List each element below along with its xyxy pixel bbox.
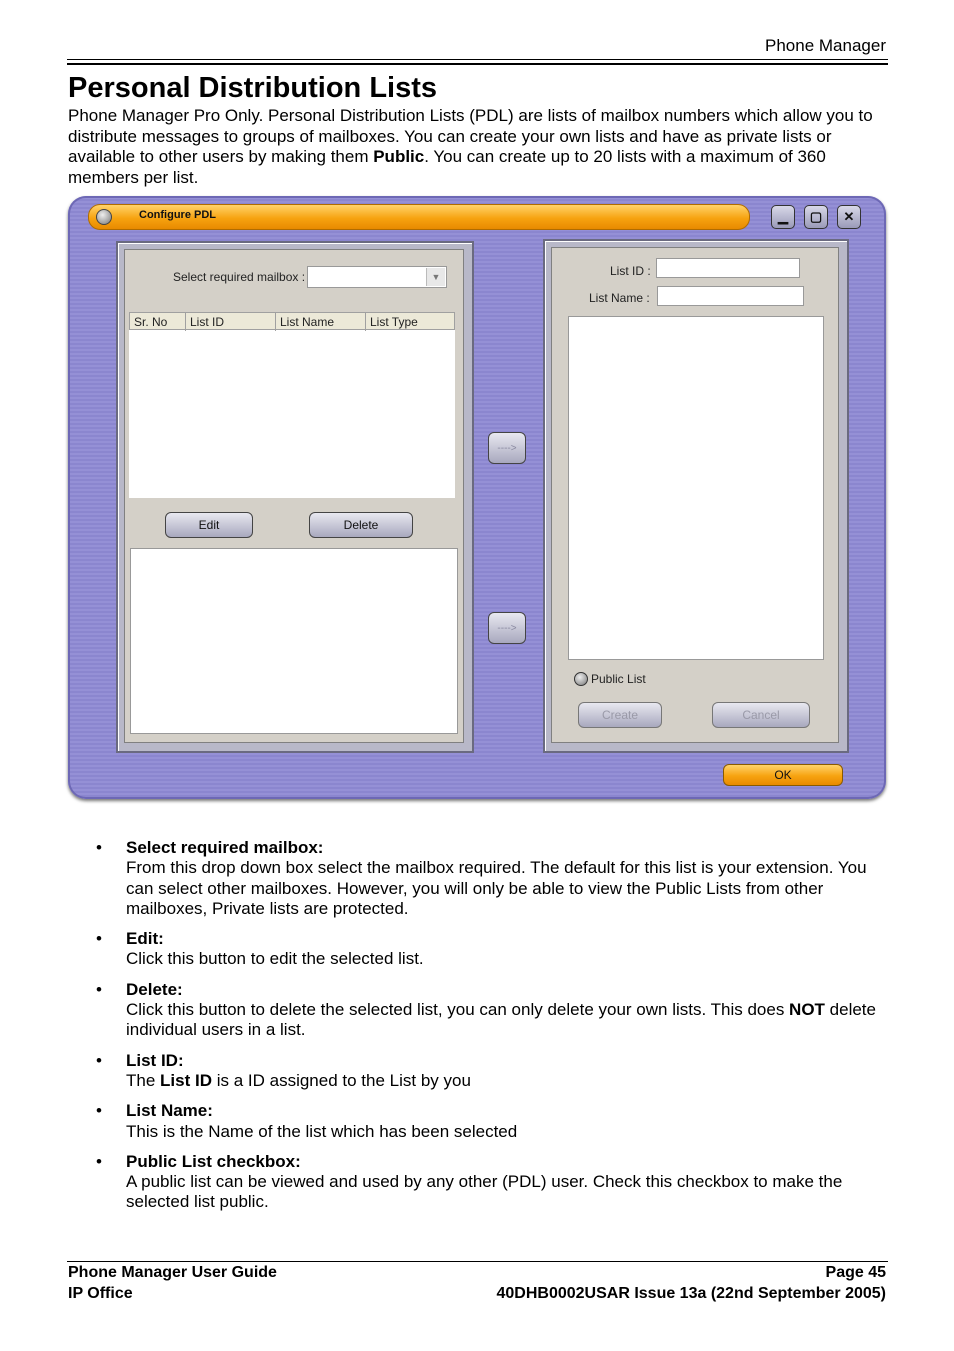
bullet-icon: • — [96, 1151, 102, 1171]
list-details-panel — [543, 239, 849, 753]
bullet-icon: • — [96, 929, 102, 949]
running-header: Phone Manager — [765, 36, 886, 55]
footer-page-number: Page 45 — [825, 1264, 886, 1281]
list-item: • Edit: Click this button to edit the selected list. — [96, 929, 424, 969]
members-list[interactable] — [130, 548, 458, 734]
public-list-label: Public List — [591, 672, 646, 686]
edit-button[interactable]: Edit — [165, 512, 253, 538]
ok-button[interactable]: OK — [723, 764, 843, 786]
lists-table[interactable] — [129, 312, 455, 498]
create-button[interactable]: Create — [578, 702, 662, 728]
list-item: • Select required mailbox: From this drop down box select the mailbox required. The default for this list is your extension. You can select other mailboxes. However, you will only be able to view the Public Lists from other mailboxes, Private lists are protected. — [96, 838, 867, 918]
public-list-checkbox[interactable] — [574, 672, 588, 686]
configure-pdl-dialog — [68, 196, 886, 799]
window-menu-icon[interactable] — [96, 209, 112, 225]
cancel-button[interactable]: Cancel — [712, 702, 810, 728]
list-item: • List ID: The List ID is a ID assigned to the List by you — [96, 1050, 471, 1090]
column-list-name[interactable]: List Name — [276, 313, 366, 331]
footer-rule — [67, 1261, 888, 1262]
move-arrow-button[interactable]: ----> — [488, 612, 526, 644]
close-icon: ✕ — [843, 209, 855, 224]
mailbox-dropdown[interactable] — [307, 266, 447, 288]
dialog-title: Configure PDL — [139, 209, 216, 221]
list-details-inner — [551, 247, 839, 743]
select-mailbox-label: Select required mailbox : — [173, 270, 306, 284]
minimize-icon: ▁ — [778, 209, 788, 224]
field-descriptions — [96, 838, 876, 1223]
minimize-button[interactable] — [771, 205, 795, 229]
column-sr-no[interactable]: Sr. No — [130, 313, 186, 331]
maximize-button[interactable] — [804, 205, 828, 229]
list-name-field[interactable] — [657, 286, 804, 306]
header-rule — [67, 59, 888, 65]
bullet-icon: • — [96, 1050, 102, 1070]
footer-issue: 40DHB0002USAR Issue 13a (22nd September 2005) — [496, 1285, 886, 1302]
footer-product: IP Office — [68, 1285, 133, 1302]
mailbox-lists-inner — [124, 249, 464, 743]
list-name-label: List Name : — [589, 291, 650, 305]
column-list-id[interactable]: List ID — [186, 313, 276, 331]
column-list-type[interactable]: List Type — [370, 315, 418, 329]
title-bar[interactable] — [88, 204, 750, 230]
list-id-field[interactable] — [656, 258, 800, 278]
list-item: • Delete: Click this button to delete the selected list, you can only delete your own lists. This does NOT delete individual users in a list. — [96, 979, 876, 1040]
list-members-box[interactable] — [568, 316, 824, 660]
list-id-label: List ID : — [610, 264, 651, 278]
intro-paragraph: Phone Manager Pro Only. Personal Distribution Lists (PDL) are lists of mailbox numbers which allow you to distribute messages to groups of mailboxes. You can create your own lists and have as private lists or available to other users by making them Public. You can create up to 20 lists with a maximum of 360 members per list. — [68, 106, 873, 187]
delete-button[interactable]: Delete — [309, 512, 413, 538]
add-arrow-button[interactable]: ----> — [488, 432, 526, 464]
bullet-icon: • — [96, 838, 102, 857]
list-item: • Public List checkbox: A public list can be viewed and used by any other (PDL) user. Check this checkbox to make the selected list public. — [96, 1151, 843, 1212]
bullet-icon: • — [96, 979, 102, 999]
bullet-icon: • — [96, 1101, 102, 1121]
page-title: Personal Distribution Lists — [68, 72, 437, 104]
chevron-down-icon[interactable]: ▼ — [426, 268, 445, 286]
mailbox-lists-panel — [116, 241, 474, 753]
close-button[interactable] — [837, 205, 861, 229]
maximize-icon: ▢ — [809, 209, 823, 224]
table-header — [129, 312, 455, 330]
list-item: • List Name: This is the Name of the list which has been selected — [96, 1101, 518, 1141]
footer-guide-title: Phone Manager User Guide — [68, 1264, 277, 1281]
